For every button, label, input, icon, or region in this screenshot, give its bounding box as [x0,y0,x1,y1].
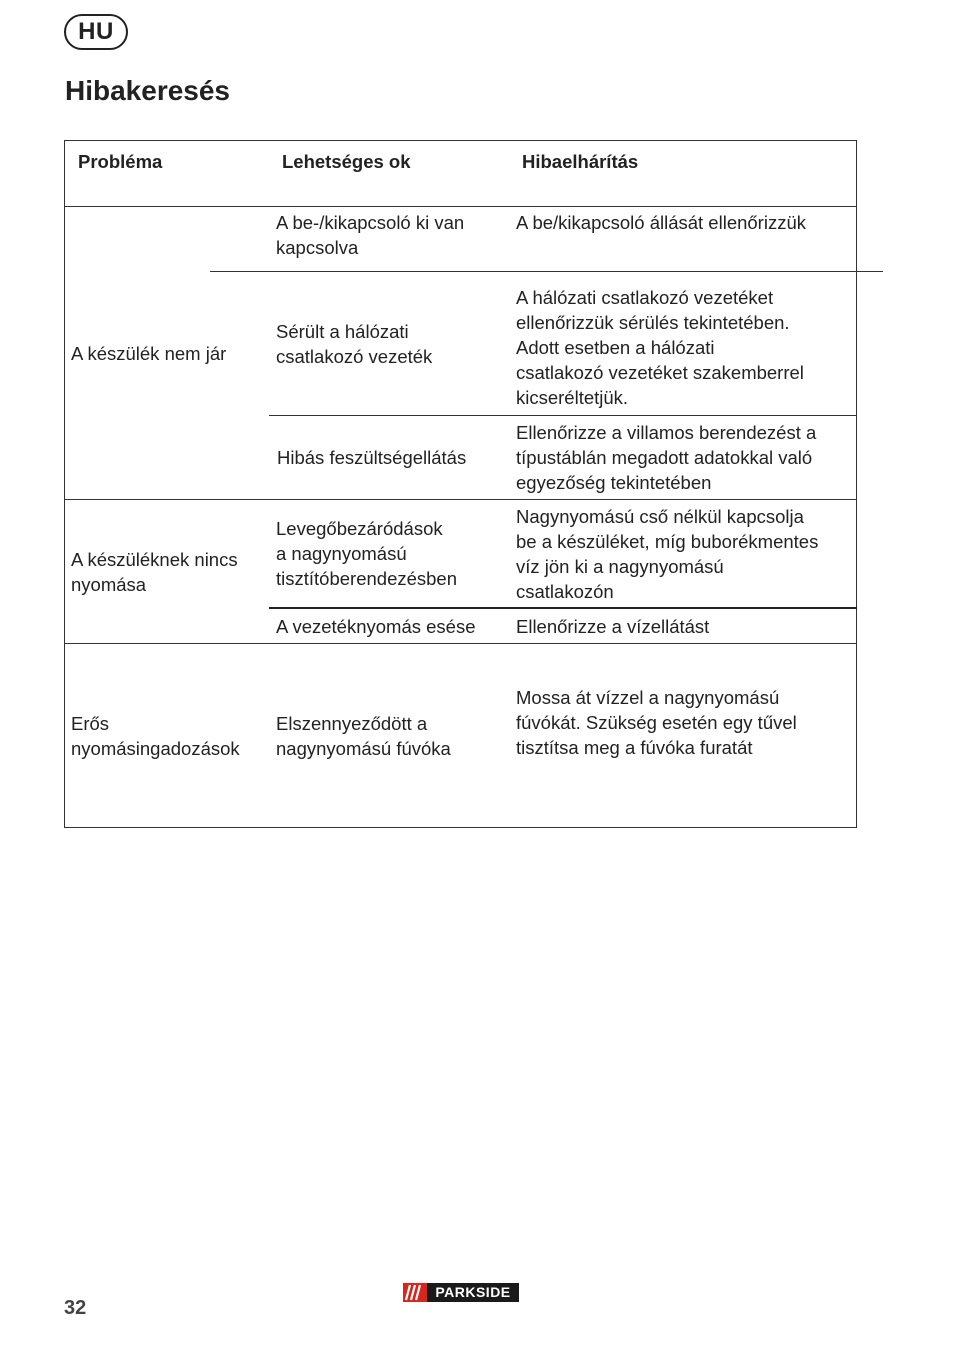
column-header-problem: Probléma [78,151,163,172]
remedy-cell: Nagynyomású cső nélkül kapcsolja be a készüléket, míg buborékmentes víz jön ki a nagynyomású csatlakozón [516,506,819,602]
remedy-cell: Mossa át vízzel a nagynyomású fúvókát. Szükség esetén egy tűvel tisztítsa meg a fúvóka furatát [516,686,797,758]
page-title: Hibakeresés [65,75,231,106]
remedy-cell: A be/kikapcsoló állását ellenőrizzük [516,212,806,233]
logo-stripes-icon [403,1283,427,1302]
column-header-cause: Lehetséges ok [282,151,411,172]
remedy-cell: Ellenőrizze a villamos berendezést a típustáblán megadott adatokkal való egyezőség tekintetében [516,422,817,493]
problem-cell: A készüléknek nincs nyomása [71,548,238,595]
page-number: 32 [64,1297,87,1319]
problem-cell: Erős nyomásingadozások [71,712,240,759]
row-divider [210,271,883,272]
remedy-cell: Ellenőrizze a vízellátást [516,615,710,637]
cause-cell: Hibás feszültségellátás [277,447,467,468]
brand-name: PARKSIDE [435,1284,511,1300]
parkside-logo [403,1283,519,1302]
cause-cell: A vezetéknyomás esése [276,615,476,637]
cause-cell: Elszennyeződött a nagynyomású fúvóka [276,712,451,759]
language-badge: HU [64,14,128,50]
cause-cell: A be-/kikapcsoló ki van kapcsolva [276,212,465,258]
remedy-cell: A hálózati csatlakozó vezetéket ellenőrizzük sérülés tekintetében. Adott esetben a hálózati csatlakozó vezetéket szakemberrel kicseréltetjük. [516,287,804,408]
problem-cell: A készülék nem jár [71,342,227,364]
cause-cell: Sérült a hálózati csatlakozó vezeték [276,321,433,367]
column-header-remedy: Hibaelhárítás [522,151,639,172]
cause-cell: Levegőbezáródások a nagynyomású tisztítóberendezésben [276,518,458,589]
